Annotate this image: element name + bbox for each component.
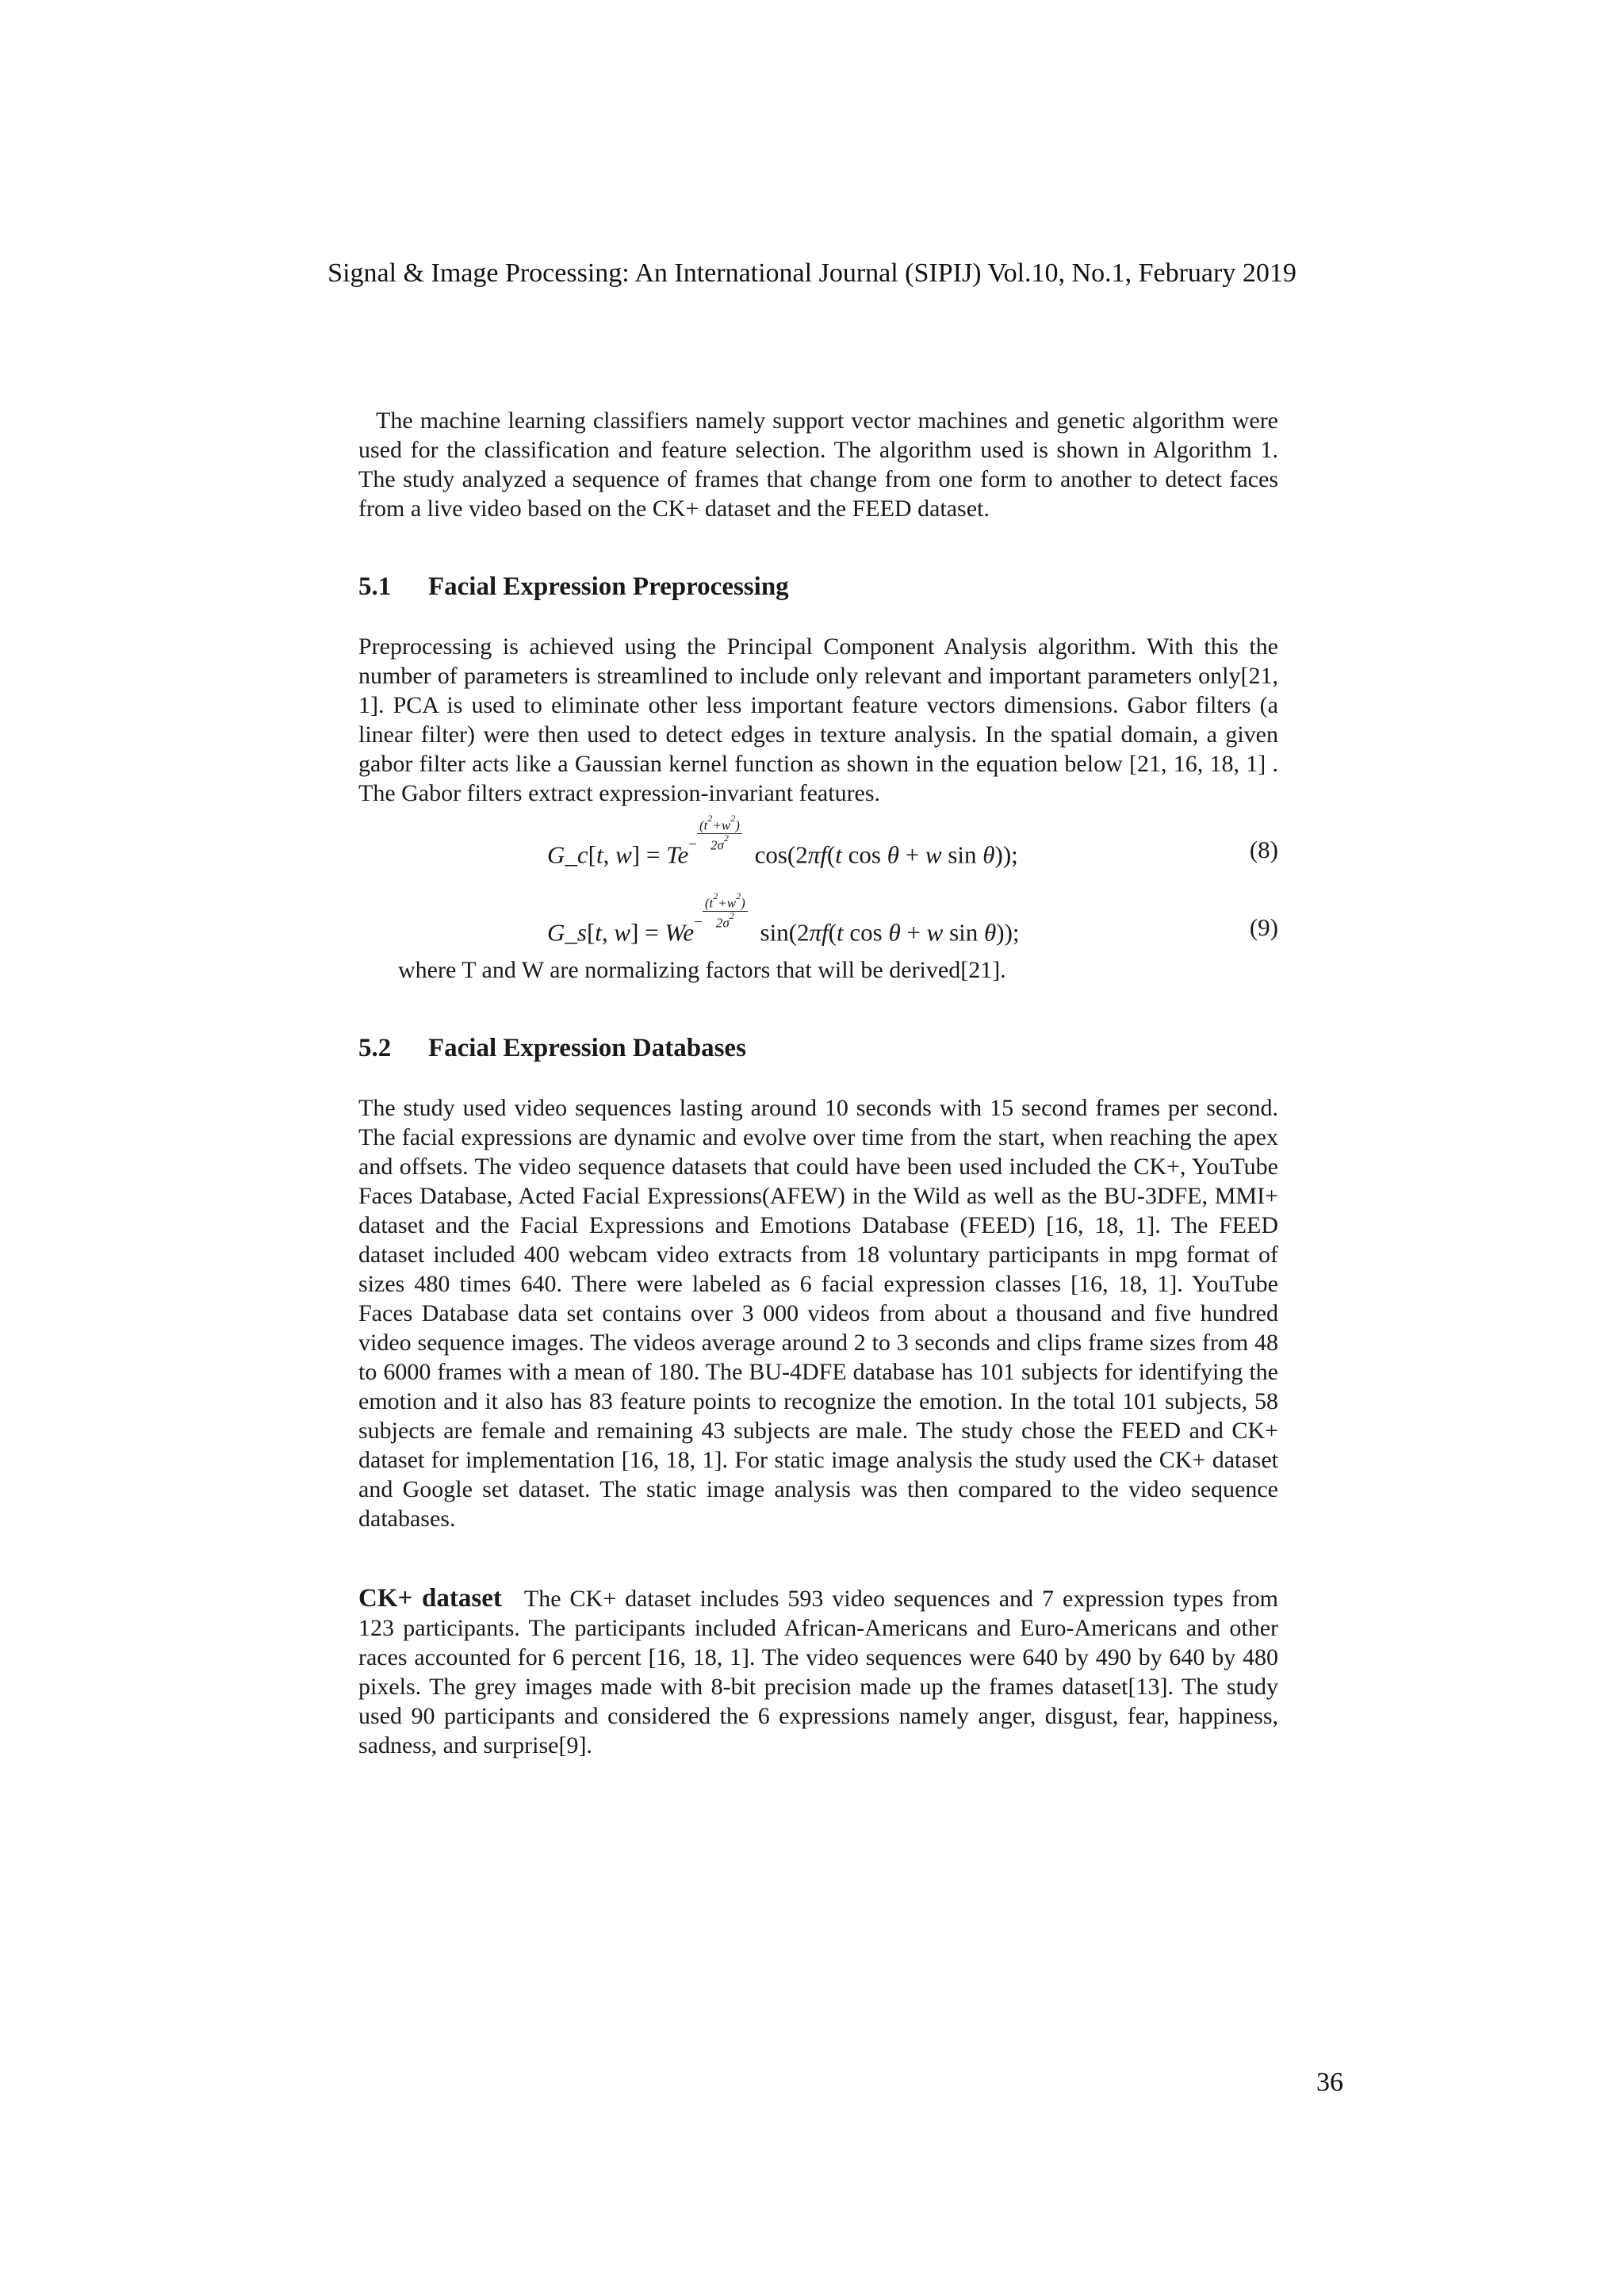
- section-5-1-heading: [358, 572, 1278, 602]
- section-title: Facial Expression Databases: [428, 1034, 746, 1062]
- section-number: 5.2: [358, 1034, 392, 1062]
- ck-dataset-heading: CK+ dataset: [358, 1584, 502, 1613]
- journal-header: Signal & Image Processing: An International Journal (SIPIJ) Vol.10, No.1, February 2019: [327, 258, 1297, 288]
- where-text: where T and W are normalizing factors that will be derived[21].: [398, 957, 1006, 983]
- ck-dataset-paragraph: [358, 1584, 1278, 1760]
- equation-9: [358, 890, 1278, 955]
- equation-number: (9): [1249, 913, 1278, 941]
- equation-number: (8): [1249, 836, 1278, 863]
- gabor-cos-equation: G_c[t, w] = Te− $\frac{(t^2+w^2)}{2\sigma^2}$ cos(2πf(t cos θ + w sin θ));: [547, 813, 1018, 869]
- section-5-2-heading: [358, 1034, 1278, 1063]
- gabor-sin-equation: G_s[t, w] = We− $\frac{(t^2+w^2)}{2\sigma^2}$ sin(2πf(t cos θ + w sin θ));: [547, 890, 1020, 947]
- section-title: Facial Expression Preprocessing: [428, 572, 789, 601]
- ck-dataset-body: The CK+ dataset includes 593 video sequences and 7 expression types from 123 participants. The participants included African-Americans and Euro-Americans and other races accounted for 6 percent [16, 18, 1]. The video sequences were 640 by 490 by 640 by 480 pixels. The grey images made with 8-bit precision made up the frames dataset[13]. The study used 90 participants and considered the 6 expressions namely anger, disgust, fear, happiness, sadness, and surprise[9].: [358, 1586, 1279, 1758]
- page-number: 36: [1316, 2068, 1343, 2097]
- page-content: [358, 406, 1278, 1760]
- databases-paragraph: The study used video sequences lasting around 10 seconds with 15 second frames per second. The facial expressions are dynamic and evolve over time from the start, when reaching the apex and offsets. The video sequence datasets that could have been used included the CK+, YouTube Faces Database, Acted Facial Expressions(AFEW) in the Wild as well as the BU-3DFE, MMI+ dataset and the Facial Expressions and Emotions Database (FEED) [16, 18, 1]. The FEED dataset included 400 webcam video extracts from 18 voluntary participants in mpg format of sizes 480 times 640. There were labeled as 6 facial expression classes [16, 18, 1]. YouTube Faces Database data set contains over 3 000 videos from about a thousand and five hundred video sequence images. The videos average around 2 to 3 seconds and clips frame sizes from 48 to 6000 frames with a mean of 180. The BU-4DFE database has 101 subjects for identifying the emotion and it also has 83 feature points to recognize the emotion. In the total 101 subjects, 58 subjects are female and remaining 43 subjects are male. The study chose the FEED and CK+ dataset for implementation [16, 18, 1]. For static image analysis the study used the CK+ dataset and Google set dataset. The static image analysis was then compared to the video sequence databases.: [358, 1095, 1278, 1532]
- preprocessing-paragraph: Preprocessing is achieved using the Principal Component Analysis algorithm. With this the number of parameters is streamlined to include only relevant and important parameters only[21, 1]. PCA is used to eliminate other less important feature vectors dimensions. Gabor filters (a linear filter) were then used to detect edges in texture analysis. In the spatial domain, a given gabor filter acts like a Gaussian kernel function as shown in the equation below [21, 16, 18, 1] . The Gabor filters extract expression-invariant features.: [358, 633, 1278, 806]
- equation-8: [358, 813, 1278, 878]
- intro-paragraph: The machine learning classifiers namely support vector machines and genetic algorithm were used for the classification and feature selection. The algorithm used is shown in Algorithm 1. The study analyzed a sequence of frames that change from one form to another to detect faces from a live video based on the CK+ dataset and the FEED dataset.: [358, 408, 1278, 522]
- section-number: 5.1: [358, 572, 392, 601]
